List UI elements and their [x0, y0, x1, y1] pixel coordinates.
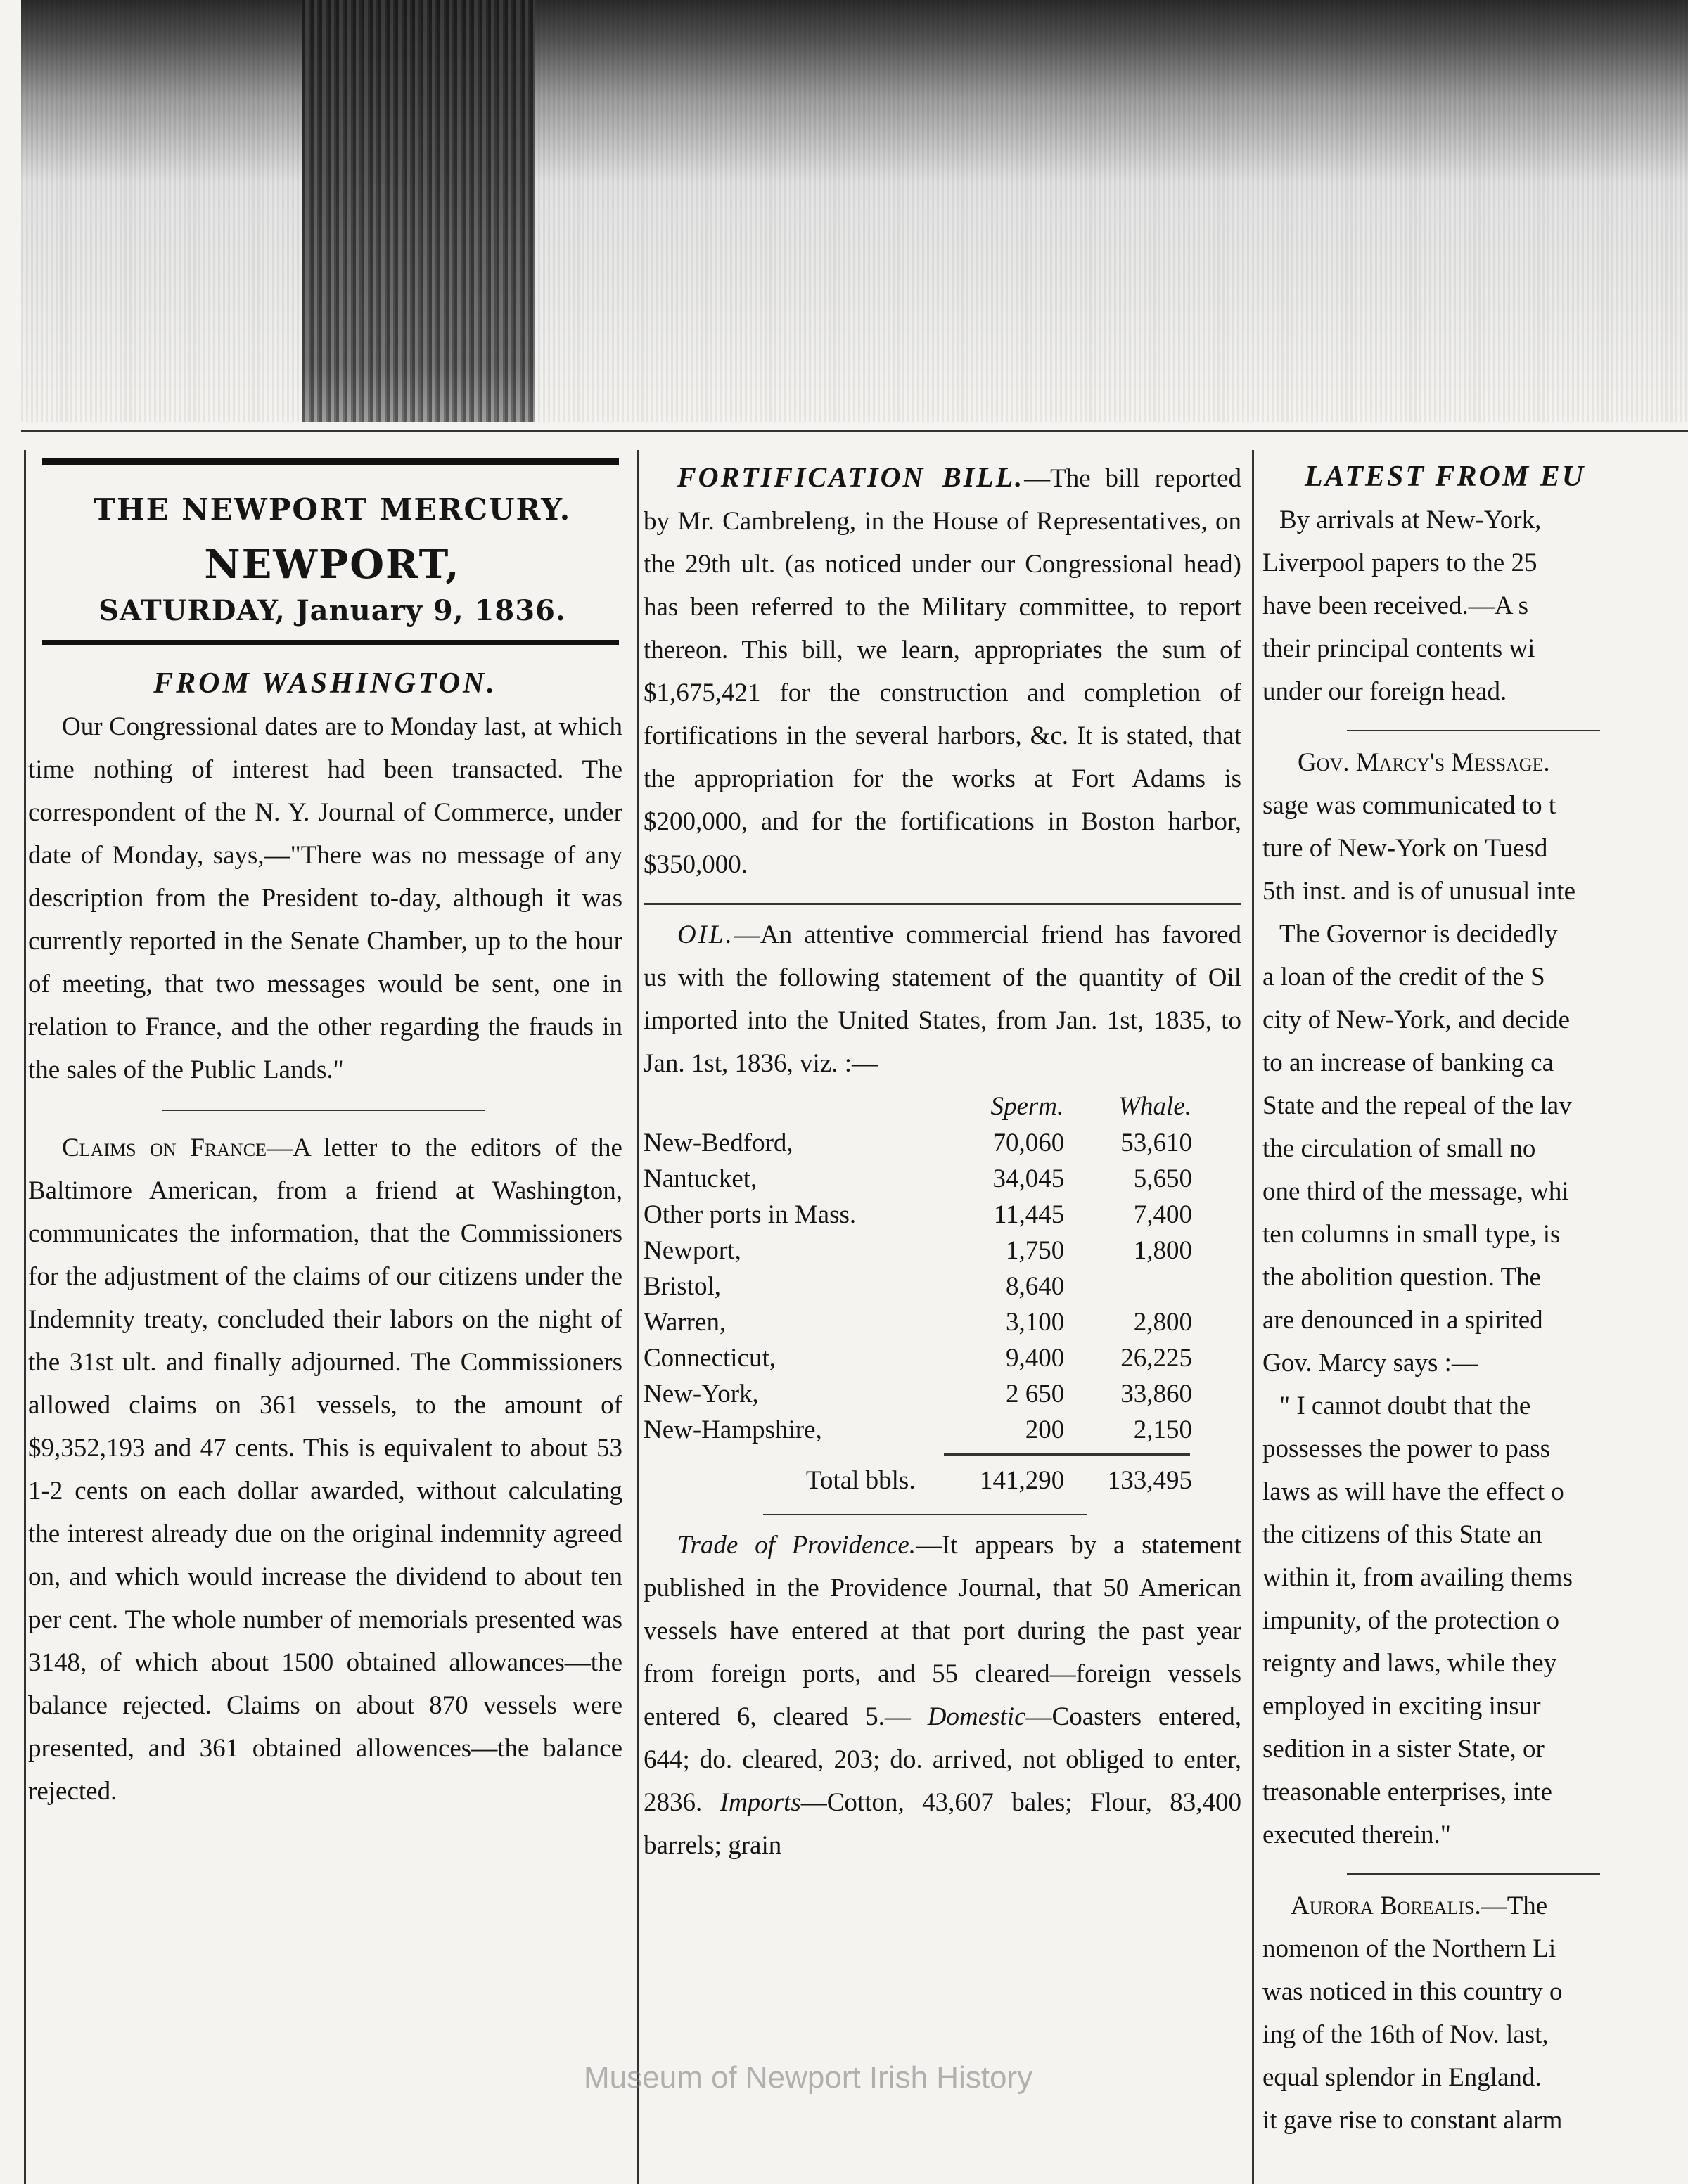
col3-line: Liverpool papers to the 25: [1262, 548, 1537, 577]
col3-line: Gov. Marcy says :—: [1262, 1349, 1478, 1377]
oil-whale: 26,225: [1120, 1344, 1192, 1373]
oil-row: [644, 1161, 1192, 1197]
message-text: [1262, 784, 1688, 913]
col3-line: city of New-York, and decide: [1262, 1006, 1571, 1034]
oil-port: Other ports in Mass.: [644, 1200, 857, 1229]
oil-sperm: 3,100: [1006, 1308, 1065, 1337]
col-divider-2: [1252, 450, 1254, 2184]
aurora-head-line: [1262, 1884, 1688, 1927]
column-3: [1262, 456, 1688, 2142]
col3-line: impunity, of the protection o: [1262, 1606, 1559, 1635]
oil-port: New-Bedford,: [644, 1129, 793, 1157]
aurora-head: Aurora Borealis.: [1291, 1891, 1481, 1920]
col-whale: Whale.: [1118, 1092, 1191, 1121]
col3-line: was noticed in this country o: [1262, 1977, 1563, 2006]
scan-top-band: [21, 0, 1688, 422]
col3-line: possesses the power to pass: [1262, 1434, 1551, 1463]
claims-text: —A letter to the editors of the Baltimore American, from a friend at Washington, communicates the information, that the Commissioners for the adjustment of the claims of our citizens under the Indemnity treaty, concluded their labors on the night of the 31st ult. and finally adjourned. The Commissioners allowed claims on 361 vessels, to the amount of $9,352,193 and 47 cents. This is equivalent to about 53 1-2 cents on each dollar awarded, without calculating the interest already due on the original indemnity agreed on, and which would increase the dividend to about ten per cent. The whole number of memorials presented was 3148, of which about 1500 obtained allowances—the balance rejected. Claims on about 870 vessels were presented, and 361 obtained allowences—the balance rejected.: [28, 1133, 622, 1806]
trade-text-2: —Coasters entered, 644; do. cleared, 203; do. arrived, not obliged to enter, 2836.: [644, 1702, 1241, 1817]
total-rule: [944, 1453, 1190, 1456]
col3-line: sage was communicated to t: [1262, 791, 1556, 820]
fortification-article: [644, 456, 1241, 886]
trade-domestic: Domestic: [927, 1702, 1026, 1731]
col-sperm: Sperm.: [990, 1092, 1064, 1121]
oil-port: Connecticut,: [644, 1344, 776, 1373]
oil-sperm: 9,400: [1006, 1344, 1065, 1373]
col3-line: reignty and laws, while they: [1262, 1649, 1557, 1678]
oil-port: New-Hampshire,: [644, 1415, 822, 1444]
oil-whale: 2,150: [1133, 1415, 1192, 1444]
col3-line: State and the repeal of the lav: [1262, 1091, 1572, 1120]
oil-row: [644, 1376, 1192, 1412]
oil-row: [644, 1340, 1192, 1376]
col3-line: The Governor is decidedly: [1279, 920, 1558, 949]
col3-line: it gave rise to constant alarm: [1262, 2106, 1563, 2135]
oil-port: Nantucket,: [644, 1164, 757, 1193]
col3-line: " I cannot doubt that the: [1279, 1392, 1531, 1420]
col3-line: 5th inst. and is of unusual inte: [1262, 877, 1575, 906]
rule-col3-2: [1347, 1873, 1600, 1875]
oil-article: [644, 913, 1241, 1085]
col3-line: their principal contents wi: [1262, 634, 1535, 663]
latest-text: [1262, 499, 1688, 713]
oil-whale: 7,400: [1133, 1200, 1192, 1229]
oil-port: Newport,: [644, 1236, 741, 1265]
rule-after-fortification: [644, 903, 1241, 905]
oil-whale: [1064, 1268, 1192, 1304]
oil-whale: 2,800: [1133, 1308, 1192, 1337]
oil-sperm: 1,750: [1006, 1236, 1065, 1265]
oil-sperm: 70,060: [992, 1129, 1065, 1157]
oil-sperm: 11,445: [993, 1200, 1065, 1229]
col3-line: laws as will have the effect o: [1262, 1477, 1564, 1506]
latest-head: LATEST FROM EU: [1305, 461, 1586, 493]
col3-line: to an increase of banking ca: [1262, 1048, 1554, 1077]
oil-row: [644, 1125, 1192, 1161]
oil-row: [644, 1304, 1192, 1340]
oil-row: [644, 1233, 1192, 1268]
col3-line: the abolition question. The: [1262, 1263, 1541, 1292]
oil-row: [644, 1197, 1192, 1233]
col-divider-1: [637, 450, 639, 2184]
masthead-rule-bottom: [42, 640, 619, 645]
col3-line: are denounced in a spirited: [1262, 1306, 1543, 1335]
place-name: NEWPORT,: [204, 541, 461, 588]
col3-line: ing of the 16th of Nov. last,: [1262, 2020, 1549, 2049]
trade-head: Trade of Providence.: [677, 1531, 916, 1560]
col3-line: ten columns in small type, is: [1262, 1220, 1561, 1249]
oil-text: —An attentive commercial friend has favored us with the following statement of the quantity of Oil imported into the United States, from Jan. 1st, 1835, to Jan. 1st, 1836, viz. :—: [644, 920, 1241, 1078]
fortification-head: FORTIFICATION BILL.: [677, 461, 1025, 493]
quote-text: [1262, 1385, 1688, 1856]
oil-table: [644, 1088, 1192, 1498]
col3-line: the circulation of small no: [1262, 1134, 1536, 1163]
trade-imports: Imports: [720, 1788, 801, 1817]
top-rule: [21, 430, 1688, 432]
watermark: Museum of Newport Irish History: [584, 2060, 1033, 2095]
left-border: [24, 450, 26, 2184]
col3-line: under our foreign head.: [1262, 677, 1507, 706]
message-head: Gov. Marcy's Message.: [1298, 748, 1550, 777]
rule-after-oil: [763, 1514, 1087, 1515]
col3-line: nomenon of the Northern Li: [1262, 1934, 1556, 1963]
col3-line: the citizens of this State an: [1262, 1520, 1542, 1549]
col3-line: have been received.—A s: [1262, 591, 1529, 620]
col3-line: equal splendor in England.: [1262, 2063, 1542, 2092]
aurora-text: [1262, 1927, 1688, 2142]
column-2: [644, 456, 1241, 1867]
oil-sperm: 2 650: [1006, 1380, 1065, 1408]
issue-date: SATURDAY, January 9, 1836.: [98, 594, 566, 627]
oil-port: Warren,: [644, 1308, 727, 1337]
claims-head: Claims on France: [62, 1133, 267, 1162]
trade-text: —It appears by a statement published in the Providence Journal, that 50 American vessels have entered at that port during the past year from foreign ports, and 55 cleared—foreign vessels entered 6, cleared 5.—: [644, 1531, 1242, 1731]
oil-total-row: [644, 1463, 1192, 1498]
col3-line: By arrivals at New-York,: [1279, 506, 1542, 534]
col3-line: sedition in a sister State, or: [1262, 1735, 1545, 1764]
oil-sperm: 200: [1025, 1415, 1065, 1444]
aurora-first: —The: [1481, 1891, 1548, 1920]
oil-whale: 5,650: [1133, 1164, 1192, 1193]
masthead-rule-top: [42, 458, 619, 465]
claims-article: [28, 1126, 622, 1813]
oil-whale: 33,860: [1120, 1380, 1192, 1408]
column-1: [28, 662, 622, 1813]
col3-line: employed in exciting insur: [1262, 1692, 1541, 1721]
short-rule-1: [162, 1110, 485, 1111]
oil-port: Bristol,: [644, 1272, 721, 1301]
oil-table-header: [644, 1088, 1192, 1125]
total-whale: 133,495: [1107, 1466, 1192, 1495]
paper-name: THE NEWPORT MERCURY.: [93, 492, 572, 527]
rule-col3-1: [1347, 730, 1600, 731]
col3-line: a loan of the credit of the S: [1262, 963, 1545, 991]
oil-sperm: 8,640: [1006, 1272, 1065, 1301]
oil-row: [644, 1412, 1192, 1448]
trade-text-3: —Cotton, 43,607 bales; Flour, 83,400 barrels; grain: [644, 1788, 1241, 1860]
oil-row: [644, 1268, 1192, 1304]
col3-line: treasonable enterprises, inte: [1262, 1778, 1552, 1806]
col3-line: executed therein.": [1262, 1820, 1451, 1849]
message-head-line: [1262, 741, 1688, 784]
oil-whale: 53,610: [1120, 1129, 1192, 1157]
col3-line: within it, from availing thems: [1262, 1563, 1573, 1592]
oil-whale: 1,800: [1133, 1236, 1192, 1265]
total-label: Total bbls.: [805, 1466, 916, 1495]
fortification-text: —The bill reported by Mr. Cambreleng, in the House of Representatives, on the 29th ult. (as noticed under our Congressional head) has been referred to the Military committee, to report thereon. This bill, we learn, appropriates the sum of $1,675,421 for the construction and completion of fortifications in the several harbors, &c. It is stated, that the appropriation for the works at Fort Adams is $200,000, and for the fortifications in Boston harbor, $350,000.: [644, 464, 1241, 879]
oil-head: OIL.: [677, 920, 734, 949]
total-sperm: 141,290: [980, 1466, 1065, 1495]
oil-port: New-York,: [644, 1380, 759, 1408]
governor-text: [1262, 913, 1688, 1385]
scan-streak: [302, 0, 535, 422]
heading-washington: FROM WASHINGTON.: [153, 667, 497, 700]
oil-sperm: 34,045: [992, 1164, 1065, 1193]
col3-line: one third of the message, whi: [1262, 1177, 1569, 1206]
col3-line: ture of New-York on Tuesd: [1262, 834, 1548, 863]
washington-article: Our Congressional dates are to Monday last, at which time nothing of interest had been transacted. The correspondent of the N. Y. Journal of Commerce, under date of Monday, says,—"There was no message of any description from the President to-day, although it was currently reported in the Senate Chamber, up to the hour of meeting, that two messages would be sent, one in relation to France, and the other regarding the frauds in the sales of the Public Lands.": [28, 712, 622, 1084]
trade-article: [644, 1524, 1241, 1867]
